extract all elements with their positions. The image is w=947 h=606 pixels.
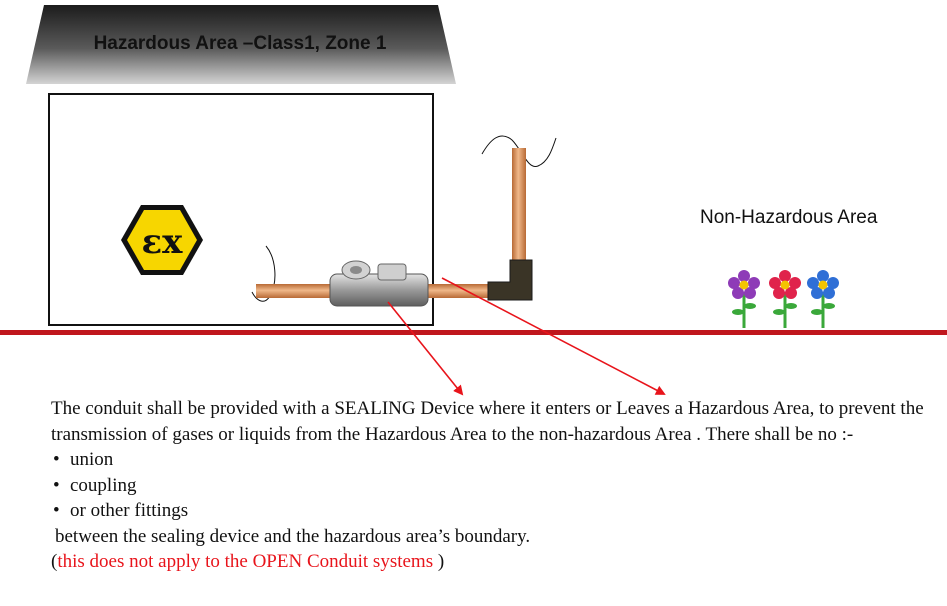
arrow-to-conduit: [442, 278, 664, 394]
bullet-icon: •: [53, 449, 60, 470]
conduit-pipe-outside: [426, 284, 496, 298]
flower-icon: [769, 270, 801, 328]
list-item-text: coupling: [70, 474, 137, 496]
flower-icon: [807, 270, 839, 328]
list-item: [51, 447, 931, 473]
hazardous-area-title: Hazardous Area –Class1, Zone 1: [93, 33, 387, 54]
note-open-paren: (: [51, 551, 58, 572]
conduit-pipe-vertical: [512, 148, 526, 264]
note-close-paren: ): [437, 551, 445, 572]
conduit-pipe-inside: [256, 284, 336, 298]
list-item-text: union: [70, 449, 114, 470]
area-boundary-line: [0, 330, 947, 335]
non-hazardous-area-label: Non-Hazardous Area: [700, 207, 878, 228]
description-paragraph: The conduit shall be provided with a SEALING Device where it enters or Leaves a Hazardous Area, to prevent the transmission of gases or liquids from the Hazardous Area to the non-hazardous Area . There shall be no :-: [51, 398, 924, 445]
prohibited-fittings-list: [51, 447, 931, 524]
description-closing: between the sealing device and the hazardous area’s boundary.: [55, 525, 531, 547]
open-conduit-note: [51, 549, 931, 575]
sealing-requirement-text: [51, 396, 931, 575]
list-item: [51, 473, 931, 499]
flowers-icon: [728, 270, 839, 328]
list-item: [51, 498, 931, 524]
sealing-device-hub: [378, 264, 406, 280]
ex-symbol-text: εx: [141, 222, 183, 262]
flower-icon: [728, 270, 760, 328]
roof: [26, 5, 456, 84]
conduit-elbow: [488, 260, 532, 300]
bullet-icon: •: [53, 474, 60, 496]
note-text: this does not apply to the OPEN Conduit systems: [57, 551, 438, 572]
bullet-icon: •: [53, 500, 60, 521]
list-item-text: or other fittings: [70, 500, 189, 521]
